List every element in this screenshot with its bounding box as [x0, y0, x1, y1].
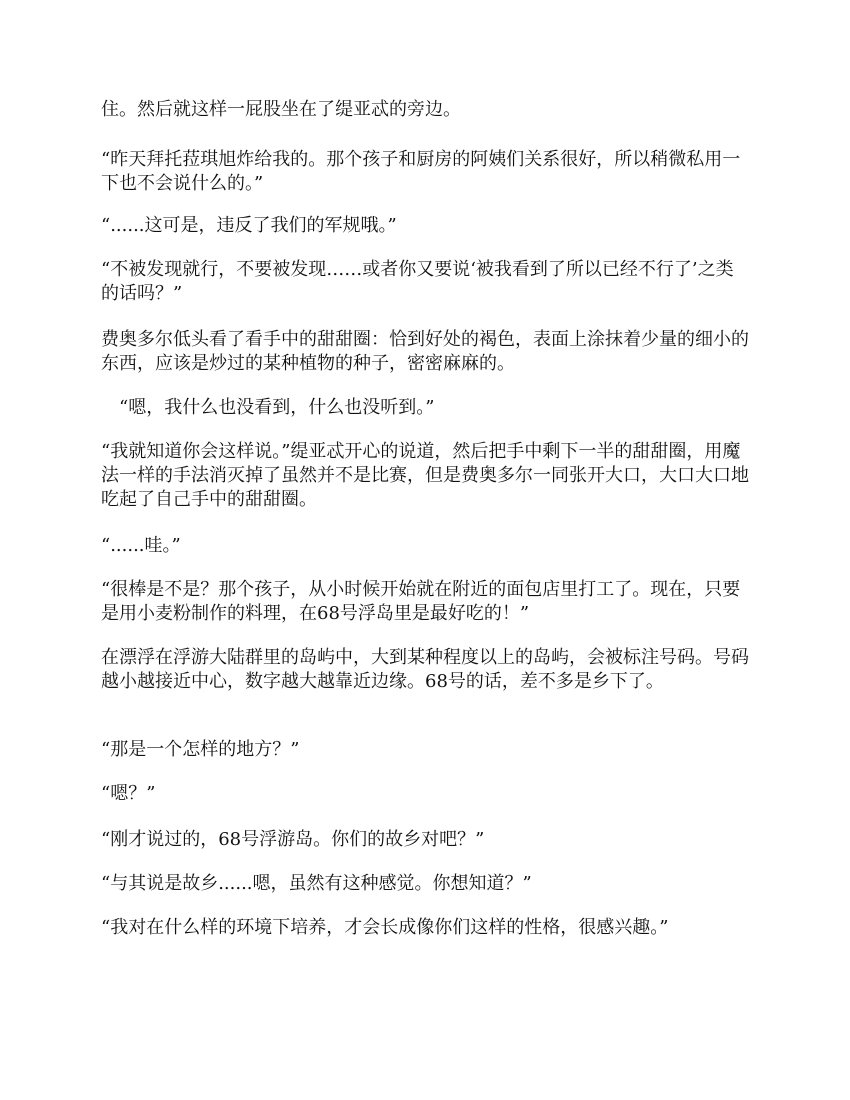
paragraph: “我对在什么样的环境下培养，才会长成像你们这样的性格，很感兴趣。” — [101, 917, 669, 938]
paragraph: “......哇。” — [101, 535, 181, 556]
paragraph: “嗯，我什么也没看到，什么也没听到。” — [119, 397, 435, 418]
paragraph: “不被发现就行，不要被发现……或者你又要说‘被我看到了所以已经不行了’之类的话吗？” — [101, 259, 734, 304]
paragraph: “那是一个怎样的地方？” — [101, 739, 300, 760]
paragraph: “昨天拜托菈琪旭炸给我的。那个孩子和厨房的阿姨们关系很好，所以稍微私用一下也不会说什么的。” — [101, 149, 741, 194]
paragraph: “嗯？” — [101, 783, 156, 804]
paragraph: “与其说是故乡......嗯，虽然有这种感觉。你想知道？” — [101, 873, 532, 894]
paragraph: “很棒是不是？那个孩子，从小时候开始就在附近的面包店里打工了。现在，只要是用小麦粉制作的料理，在68号浮岛里是最好吃的！” — [101, 579, 741, 624]
paragraph: “......这可是，违反了我们的军规哦。” — [101, 215, 397, 236]
paragraph: 在漂浮在浮游大陆群里的岛屿中，大到某种程度以上的岛屿，会被标注号码。号码越小越接近中心，数字越大越靠近边缘。68号的话，差不多是乡下了。 — [101, 647, 749, 692]
paragraph: “我就知道你会这样说。”缇亚忒开心的说道，然后把手中剩下一半的甜甜圈，用魔法一样的手法消灭掉了虽然并不是比赛，但是费奥多尔一同张开大口，大口大口地吃起了自己手中的甜甜圈。 — [101, 441, 749, 510]
paragraph: 住。然后就这样一屁股坐在了缇亚忒的旁边。 — [101, 99, 461, 120]
paragraph: 费奥多尔低头看了看手中的甜甜圈：恰到好处的褐色，表面上涂抹着少量的细小的东西，应该是炒过的某种植物的种子，密密麻麻的。 — [101, 329, 749, 374]
paragraph: “刚才说过的，68号浮游岛。你们的故乡对吧？” — [101, 829, 485, 850]
